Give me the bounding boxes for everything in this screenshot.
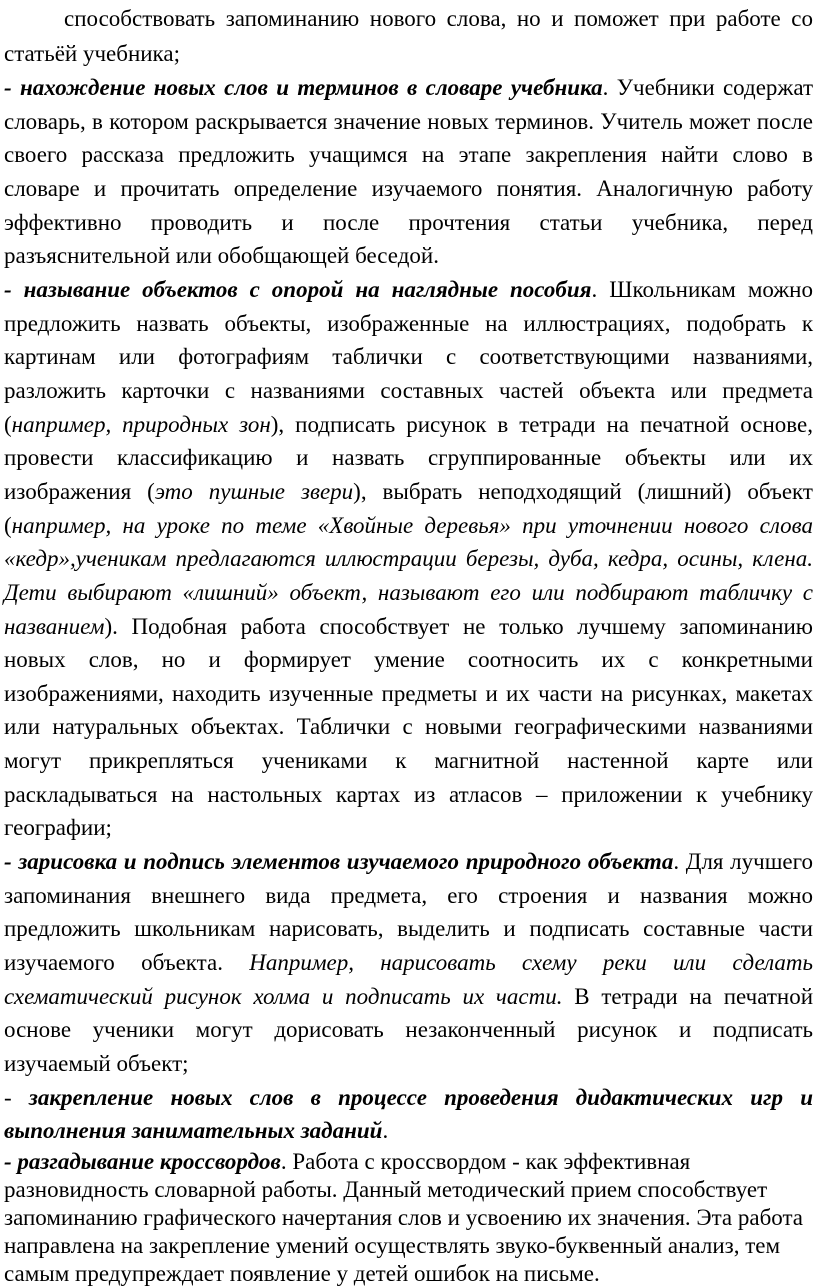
paragraph-crosswords — [4, 1148, 813, 1288]
paragraph-didactic-games — [4, 1081, 813, 1148]
paragraph-heading: - зарисовка и подпись элементов изучаемого природного объекта — [4, 849, 674, 875]
italic-run: например, на уроке по теме «Хвойные деревья» при уточнении нового слова «кедр»,ученикам предлагаются иллюстрации березы, дуба, кедра, осины, клена. Дети выбирают «лишний» объект, называют его или подбирают табличку с названием — [4, 512, 813, 639]
text-run: способствовать запоминанию нового слова, но и поможет при работе со статьёй учебника; — [4, 6, 813, 66]
paragraph-visual-aids — [4, 273, 813, 845]
text-run: . — [382, 1118, 389, 1144]
paragraph-heading: - разгадывание кроссвордов — [4, 1149, 281, 1174]
text-run: В тетради на печатной основе ученики могут дорисовать незаконченный рисунок и подписать изучаемый объект; — [4, 983, 813, 1077]
italic-run: Например, нарисовать схему реки или сделать схематический рисунок холма и подписать их части. — [4, 950, 813, 1009]
paragraph-intro — [4, 2, 813, 71]
text-run: ), выбрать неподходящий (лишний) объект ( — [4, 478, 813, 538]
text-run: ). Подобная работа способствует не только лучшему запоминанию новых слов, но и формирует умение соотносить их с конкретными изображениями, находить изученные предметы и их части на рисунках, макетах или натуральных объектах. Таблички с новыми географическими названиями могут прикрепляться учениками к магнитной настенной карте или раскладываться на настольных картах из атласов – приложении к учебнику географии; — [4, 613, 813, 841]
paragraph-dictionary — [4, 71, 813, 273]
document-page — [0, 2, 816, 1286]
text-run: . Школьникам можно предложить назвать объекты, изображенные на иллюстрациях, подобрать к картинам или фотографиям таблички с соответствующими названиями, разложить карточки с названиями составных частей объекта или предмета ( — [4, 276, 813, 437]
text-run: ), подписать рисунок в тетради на печатной основе, провести классификацию и назвать сгруппированные объекты или их изображения ( — [4, 411, 813, 504]
italic-run: это пушные звери — [154, 478, 354, 504]
text-run: - — [4, 1084, 29, 1110]
text-run: . Для лучшего запоминания внешнего вида предмета, его строения и названия можно предложить школьникам нарисовать, выделить и подписать составные части изучаемого объекта. — [4, 849, 813, 976]
text-run: . Учебники содержат словарь, в котором раскрывается значение новых терминов. Учитель может после своего рассказа предложить учащимся на этапе закрепления найти слово в словаре и прочитать определение изучаемого понятия. Аналогичную работу эффективно проводить и после прочтения статьи учебника, перед разъяснительной или обобщающей беседой. — [4, 75, 813, 269]
paragraph-drawing — [4, 845, 813, 1081]
paragraph-heading: - называние объектов с опорой на наглядные пособия — [4, 276, 592, 302]
italic-run: например, природных зон — [11, 411, 271, 437]
paragraph-heading: - нахождение новых слов и терминов в словаре учебника — [4, 75, 603, 100]
text-run: . Работа с кроссвордом - как эффективная разновидность словарной работы. Данный методический прием способствует запоминанию графического начертания слов и усвоению их значения. Эта работа направлена на закрепление умений осуществлять звуко-буквенный анализ, тем самым предупреждает появление у детей ошибок на письме. — [4, 1149, 804, 1286]
paragraph-heading: закрепление новых слов в процессе проведения дидактических игр и выполнения занимательных заданий — [4, 1084, 813, 1144]
